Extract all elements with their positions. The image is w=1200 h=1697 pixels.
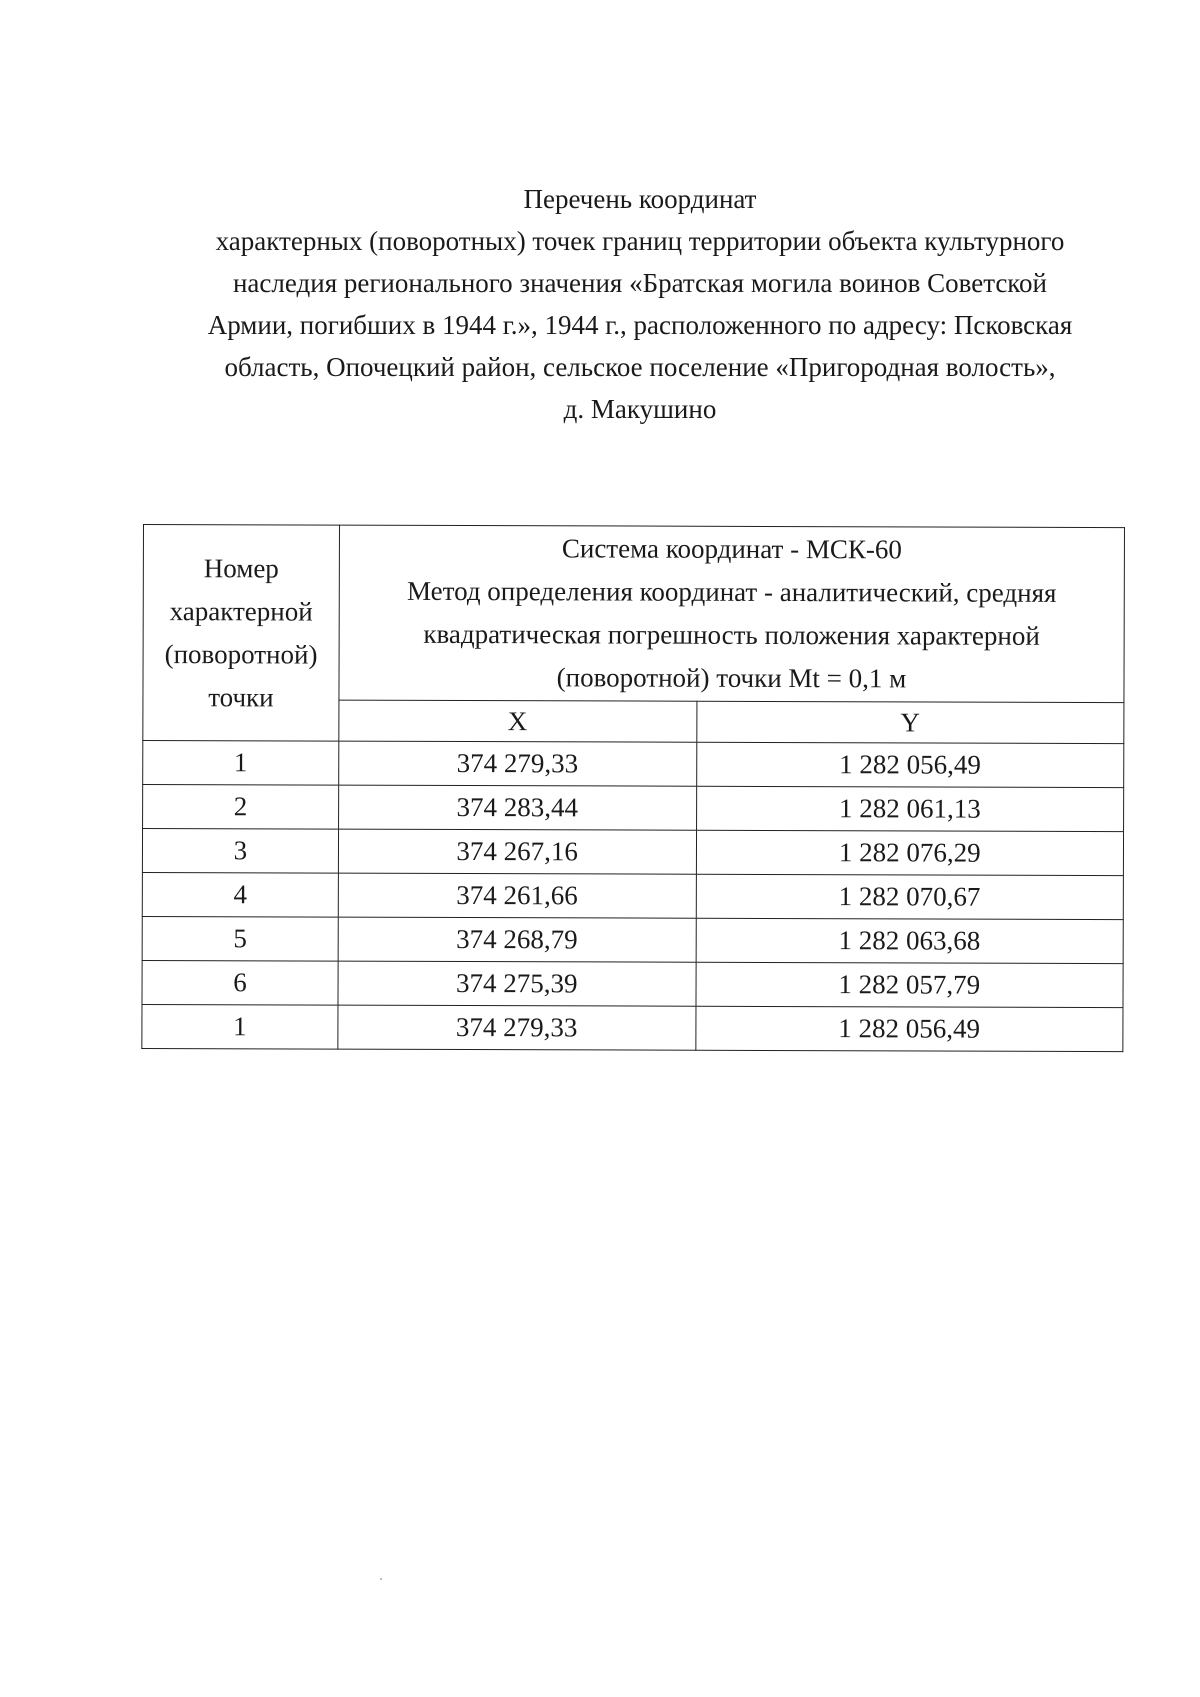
point-number-cell: 4 — [142, 872, 338, 917]
y-column-header: Y — [696, 701, 1124, 743]
x-value-cell: 374 261,66 — [338, 873, 696, 918]
table-row — [142, 1004, 1123, 1051]
point-number-cell: 2 — [143, 785, 339, 830]
heading-line: Армии, погибших в 1944 г.», 1944 г., расположенного по адресу: Псковская — [207, 310, 1073, 340]
table-row — [142, 872, 1123, 919]
table-row — [142, 916, 1123, 963]
point-number-cell: 1 — [143, 741, 339, 786]
point-number-cell: 5 — [142, 916, 338, 961]
table-row — [142, 960, 1123, 1007]
heading-line: область, Опочецкий район, сельское поселение «Пригородная волость», — [224, 352, 1056, 382]
y-value-cell: 1 282 056,49 — [696, 742, 1124, 787]
x-column-header: X — [339, 700, 697, 742]
point-number-header: Номер характерной (поворотной) точки — [143, 525, 340, 742]
point-number-cell: 3 — [142, 829, 338, 874]
x-value-cell: 374 275,39 — [338, 961, 696, 1006]
table-header-row — [143, 525, 1125, 703]
heading-line: д. Макушино — [563, 394, 717, 424]
y-value-cell: 1 282 063,68 — [696, 918, 1124, 963]
x-value-cell: 374 283,44 — [338, 785, 696, 830]
document-heading — [140, 178, 1140, 430]
y-value-cell: 1 282 057,79 — [695, 962, 1123, 1007]
coordinates-table — [141, 524, 1125, 1052]
x-value-cell: 374 279,33 — [339, 741, 697, 786]
heading-line: характерных (поворотных) точек границ территории объекта культурного — [215, 226, 1065, 256]
point-number-cell: 6 — [142, 960, 338, 1005]
x-value-cell: 374 268,79 — [338, 917, 696, 962]
scan-speck — [380, 1578, 382, 1580]
point-number-cell: 1 — [142, 1004, 338, 1049]
table-row — [143, 741, 1124, 788]
y-value-cell: 1 282 070,67 — [696, 874, 1124, 919]
table-row — [143, 785, 1124, 832]
y-value-cell: 1 282 076,29 — [696, 830, 1124, 875]
table-row — [142, 829, 1123, 876]
heading-title-line: Перечень координат — [523, 184, 757, 214]
x-value-cell: 374 279,33 — [338, 1005, 696, 1050]
coordinate-system-header: Система координат - МСК-60 Метод определения координат - аналитический, средняя квадратическая погрешность положения характерной (поворотной) точки Mt = 0,1 м — [339, 525, 1125, 702]
x-value-cell: 374 267,16 — [338, 829, 696, 874]
y-value-cell: 1 282 056,49 — [695, 1006, 1123, 1051]
heading-line: наследия регионального значения «Братская могила воинов Советской — [232, 268, 1048, 298]
y-value-cell: 1 282 061,13 — [696, 786, 1124, 831]
